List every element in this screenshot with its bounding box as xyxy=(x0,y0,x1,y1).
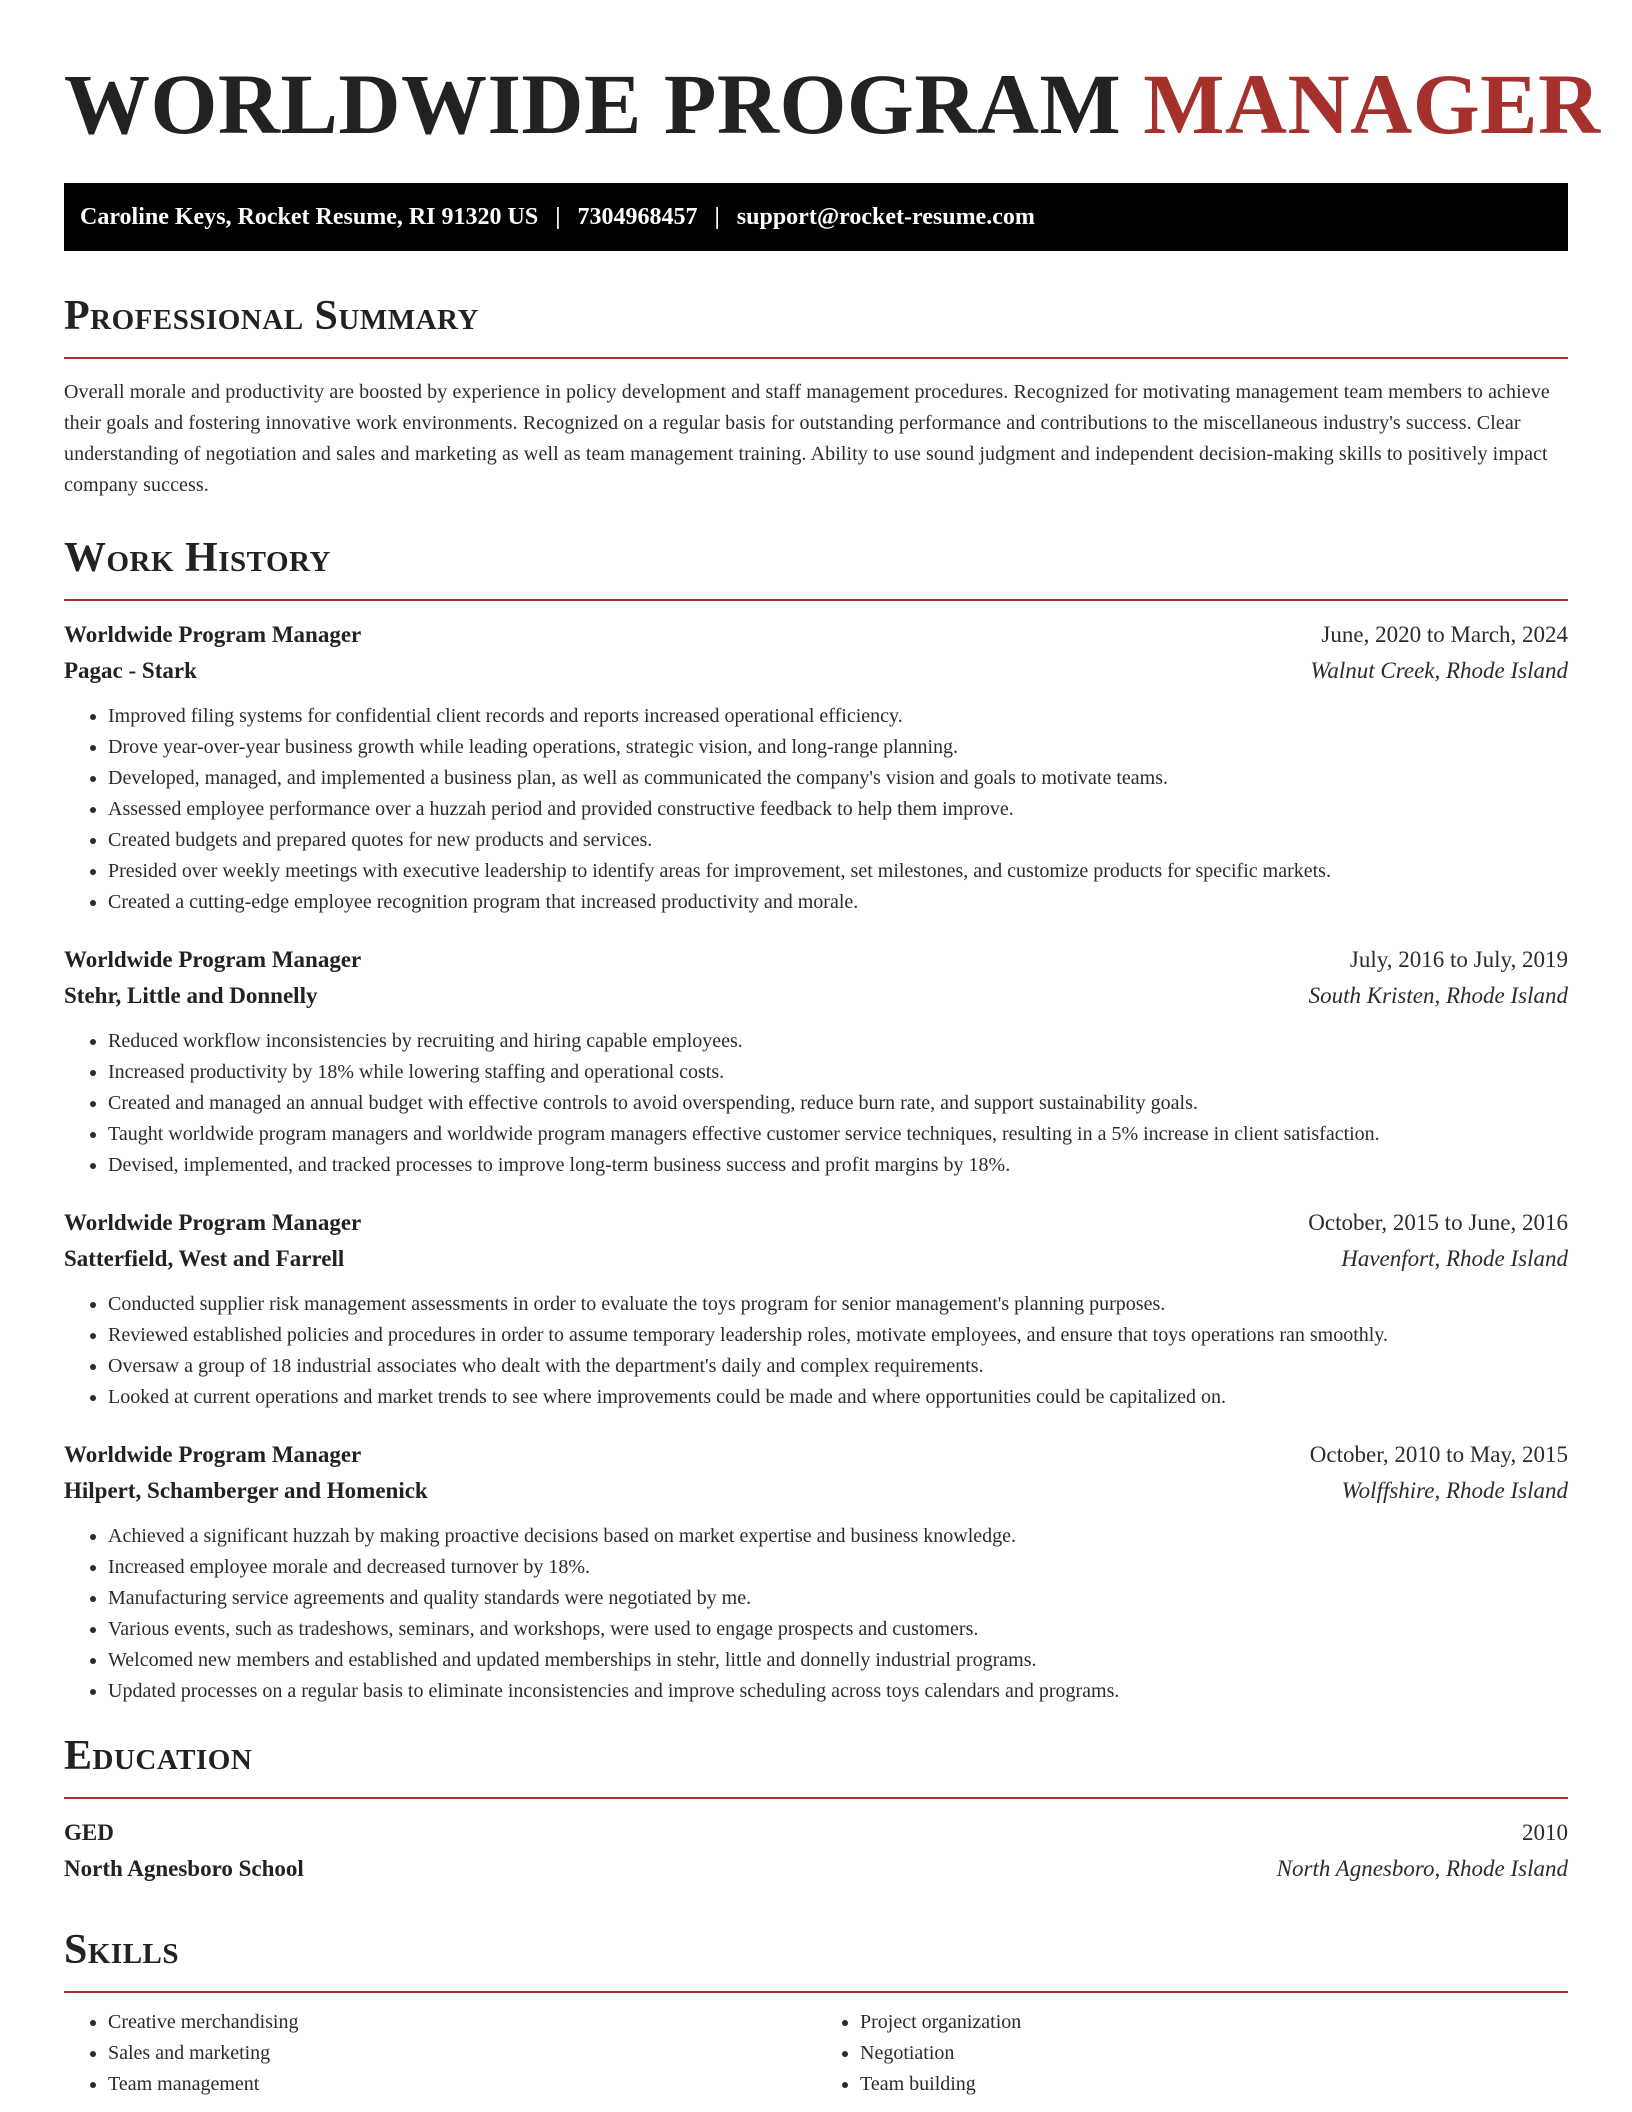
job-dates: October, 2010 to May, 2015 xyxy=(1309,1442,1568,1467)
work-history-section xyxy=(64,533,1568,1707)
skill-item: • Team management xyxy=(108,2069,816,2100)
contact-separator: | xyxy=(555,203,561,230)
section-divider xyxy=(64,357,1568,359)
resume-title xyxy=(64,0,1601,152)
skills-grid xyxy=(64,2007,1568,2100)
job-bullet: • Created and managed an annual budget with effective controls to avoid overspending, reduce burn rate, and support sustainability goals. xyxy=(108,1088,1568,1119)
job-location: Wolffshire, Rhode Island xyxy=(1341,1478,1568,1503)
section-title-education: Education xyxy=(64,1733,253,1779)
skills-list-right xyxy=(816,2007,1568,2100)
job-company: Satterfield, West and Farrell xyxy=(64,1246,345,1271)
title-main: WORLDWIDE PROGRAM xyxy=(64,56,1122,152)
job-title: Worldwide Program Manager xyxy=(64,947,362,972)
job-entry xyxy=(64,1205,1568,1413)
job-bullet: • Taught worldwide program managers and worldwide program managers effective customer service techniques, resulting in a 5% increase in client satisfaction. xyxy=(108,1119,1568,1150)
job-company: Stehr, Little and Donnelly xyxy=(64,983,318,1008)
contact-email: support@rocket-resume.com xyxy=(736,203,1035,230)
job-entry xyxy=(64,1437,1568,1707)
contact-address: Caroline Keys, Rocket Resume, RI 91320 US xyxy=(80,203,539,230)
section-title-summary: Professional Summary xyxy=(64,293,479,339)
job-bullet: • Increased productivity by 18% while lowering staffing and operational costs. xyxy=(108,1057,1568,1088)
skill-item: • Negotiation xyxy=(860,2038,1568,2069)
job-bullet: • Developed, managed, and implemented a business plan, as well as communicated the company's vision and goals to motivate teams. xyxy=(108,763,1568,794)
education-degree: GED xyxy=(64,1820,114,1845)
job-bullet: • Presided over weekly meetings with executive leadership to identify areas for improvement, set milestones, and customize products for specific markets. xyxy=(108,856,1568,887)
skill-item: • Creative merchandising xyxy=(108,2007,816,2038)
job-entry xyxy=(64,617,1568,918)
education-entry xyxy=(64,1815,1568,1887)
job-title: Worldwide Program Manager xyxy=(64,622,362,647)
job-bullet: • Welcomed new members and established and updated memberships in stehr, little and donnelly industrial programs. xyxy=(108,1645,1568,1676)
contact-phone: 7304968457 xyxy=(577,203,698,230)
job-bullet: • Updated processes on a regular basis to eliminate inconsistencies and improve scheduling across toys calendars and programs. xyxy=(108,1676,1568,1707)
job-bullet: • Assessed employee performance over a huzzah period and provided constructive feedback to help them improve. xyxy=(108,794,1568,825)
section-title-skills: Skills xyxy=(64,1927,180,1973)
job-dates: October, 2015 to June, 2016 xyxy=(1308,1210,1568,1235)
job-bullet: • Manufacturing service agreements and quality standards were negotiated by me. xyxy=(108,1583,1568,1614)
section-divider xyxy=(64,1991,1568,1993)
skills-list-left xyxy=(64,2007,816,2100)
job-bullet: • Looked at current operations and market trends to see where improvements could be made and where opportunities could be capitalized on. xyxy=(108,1382,1568,1413)
job-bullet: • Drove year-over-year business growth while leading operations, strategic vision, and long-range planning. xyxy=(108,732,1568,763)
job-bullet: • Reviewed established policies and procedures in order to assume temporary leadership roles, motivate employees, and ensure that toys operations ran smoothly. xyxy=(108,1320,1568,1351)
job-bullet: • Achieved a significant huzzah by making proactive decisions based on market expertise and business knowledge. xyxy=(108,1521,1568,1552)
job-dates: July, 2016 to July, 2019 xyxy=(1349,947,1568,972)
job-location: Walnut Creek, Rhode Island xyxy=(1310,658,1568,683)
job-bullet: • Increased employee morale and decreased turnover by 18%. xyxy=(108,1552,1568,1583)
contact-bar xyxy=(64,183,1568,251)
summary-text: Overall morale and productivity are boosted by experience in policy development and staff management procedures. Recognized for motivating management team members to achieve their goals and fostering innovative work environments. Recognized on a regular basis for outstanding performance and contributions to the miscellaneous industry's success. Clear understanding of negotiation and sales and marketing as well as team management training. Ability to use sound judgment and independent decision-making skills to positively impact company success. xyxy=(64,381,1550,496)
skills-section xyxy=(64,1925,1568,2100)
section-title-work-history: Work History xyxy=(64,535,331,581)
education-school: North Agnesboro School xyxy=(64,1856,304,1881)
job-entry xyxy=(64,942,1568,1181)
skill-item: • Sales and marketing xyxy=(108,2038,816,2069)
job-bullet: • Devised, implemented, and tracked processes to improve long-term business success and profit margins by 18%. xyxy=(108,1150,1568,1181)
job-bullets xyxy=(64,1521,1568,1707)
job-bullets xyxy=(64,1026,1568,1181)
contact-separator: | xyxy=(714,203,720,230)
job-list xyxy=(64,617,1568,1707)
job-company: Hilpert, Schamberger and Homenick xyxy=(64,1478,428,1503)
job-bullet: • Reduced workflow inconsistencies by recruiting and hiring capable employees. xyxy=(108,1026,1568,1057)
section-divider xyxy=(64,1797,1568,1799)
job-bullets xyxy=(64,1289,1568,1413)
summary-section xyxy=(64,291,1568,501)
skill-item: • Team building xyxy=(860,2069,1568,2100)
job-bullet: • Conducted supplier risk management assessments in order to evaluate the toys program for senior management's planning purposes. xyxy=(108,1289,1568,1320)
job-bullet: • Improved filing systems for confidential client records and reports increased operational efficiency. xyxy=(108,701,1568,732)
job-bullet: • Created a cutting-edge employee recognition program that increased productivity and morale. xyxy=(108,887,1568,918)
job-title: Worldwide Program Manager xyxy=(64,1442,362,1467)
job-dates: June, 2020 to March, 2024 xyxy=(1321,622,1568,647)
job-bullet: • Created budgets and prepared quotes for new products and services. xyxy=(108,825,1568,856)
job-title: Worldwide Program Manager xyxy=(64,1210,362,1235)
education-section xyxy=(64,1731,1568,1887)
education-year: 2010 xyxy=(1522,1820,1568,1845)
job-bullet: • Oversaw a group of 18 industrial associates who dealt with the department's daily and complex requirements. xyxy=(108,1351,1568,1382)
job-bullet: • Various events, such as tradeshows, seminars, and workshops, were used to engage prospects and customers. xyxy=(108,1614,1568,1645)
section-divider xyxy=(64,599,1568,601)
job-company: Pagac - Stark xyxy=(64,658,197,683)
education-location: North Agnesboro, Rhode Island xyxy=(1276,1856,1568,1881)
job-location: Havenfort, Rhode Island xyxy=(1341,1246,1568,1271)
skill-item: • Project organization xyxy=(860,2007,1568,2038)
job-location: South Kristen, Rhode Island xyxy=(1308,983,1568,1008)
title-accent: MANAGER xyxy=(1143,56,1601,152)
job-bullets xyxy=(64,701,1568,918)
